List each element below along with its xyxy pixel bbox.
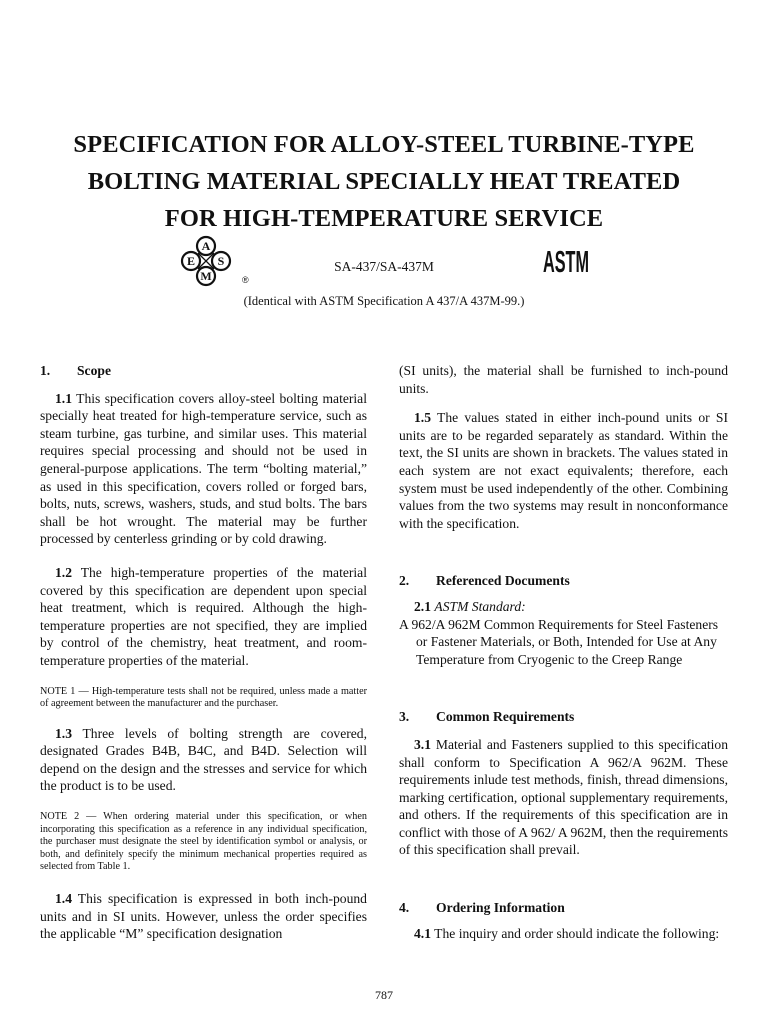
paragraph-number: 1.3 [55,725,72,741]
section-heading-ordering-information [399,899,728,917]
paragraph-1-4 [40,890,367,943]
paragraph-1-3 [40,725,367,795]
paragraph-number: 2.1 [414,598,431,614]
asme-logo [176,236,258,286]
paragraph-number: 3.1 [414,736,431,752]
section-title: Scope [77,363,111,378]
paragraph-text: This specification is expressed in both inch-pound units and in SI units. However, unless the order specifies the applicable “M” specification designation [40,891,367,942]
paragraph-text: Three levels of bolting strength are covered, designated Grades B4B, B4C, and B4D. Selection will depend on the design and the stresses and service for which the product is to be used. [40,725,367,794]
designation: SA-437/SA-437M [334,259,434,274]
left-column [40,362,367,943]
section-title: Ordering Information [436,900,565,916]
page-number: 787 [375,988,393,1002]
section-heading-scope [40,362,367,380]
paragraph-label: ASTM Standard: [434,598,526,614]
right-column [399,362,728,942]
astm-logo-text: ASTM [543,244,589,280]
section-number: 3. [399,709,410,725]
section-heading-common-requirements [399,708,728,726]
paragraph-text: The inquiry and order should indicate the following: [434,925,720,941]
section-number: 4. [399,900,410,916]
paragraph-3-1 [399,736,728,859]
astm-logo [540,236,592,286]
title-line: SPECIFICATION FOR ALLOY-STEEL TURBINE-TYPE [73,131,695,158]
section-title: Common Requirements [436,709,575,725]
paragraph-1-4-continued: (SI units), the material shall be furnished to inch-pound units. [399,363,728,396]
paragraph-text: The values stated in either inch-pound units or SI units are to be regarded separately as standard. Within the text, the SI units are shown in brackets. The values stated in each system are not exact equivalents; therefore, each system must be used independently of the other. Combining values from the two systems may result in nonconformance with the specification. [399,410,729,531]
paragraph-number: 1.2 [55,564,72,580]
paragraph-1-5 [399,409,728,532]
title-line: FOR HIGH-TEMPERATURE SERVICE [164,205,604,232]
note-1: NOTE 1 — High-temperature tests shall not be required, unless made a matter of agreement between the manufacturer and the purchaser. [40,685,367,710]
paragraph-number: 1.4 [55,891,72,907]
asme-letter: A [201,239,211,253]
section-heading-referenced-documents [399,572,728,590]
paragraph-number: 4.1 [414,925,431,941]
paragraph-2-1 [399,598,728,616]
title-line: BOLTING MATERIAL SPECIALLY HEAT TREATED [87,168,681,195]
registered-mark: ® [242,275,249,285]
paragraph-1-2 [40,564,367,670]
reference-a962: A 962/A 962M Common Requirements for Steel Fasteners or Fastener Materials, or Both, Intended for Use at Any Temperature from Cryogenic to the Creep Range [399,616,719,667]
paragraph-4-1 [399,925,728,943]
section-number: 1. [40,363,51,378]
paragraph-text: The high-temperature properties of the material covered by this specification are dependent upon special heat treatment, which is required. Although the high-temperature properties are not specified, they are implied by control of the chemistry, heat treatment, and room-temperature properties of the material. [40,564,367,668]
paragraph-text: Material and Fasteners supplied to this specification shall conform to Specification A 962/A 962M. These requirements inlude test methods, finish, thread dimensions, marking certification, optional supplementary requirements, and others. If the requirements of this specification are in conflict with those of A 962/ A 962M, then the requirements of this specification shall prevail. [399,736,728,858]
asme-letter: M [200,269,212,283]
paragraph-text: This specification covers alloy-steel bolting material specially heat treated for high-temperature service, such as steam turbine, gas turbine, and similar uses. This material requires special processing and should not be used in general-purpose applications. The term “bolting material,” as used in this specification, covers rolled or forged bars, bolts, nuts, screws, washers, studs, and stud bolts. The bars shall be hot wrought. The material may be further processed by centerless grinding or by cold drawing. [40,390,367,547]
asme-letter: S [217,254,225,268]
paragraph-1-1 [40,390,367,548]
section-number: 2. [399,573,410,589]
asme-letter: E [186,254,196,268]
paragraph-number: 1.5 [414,410,431,426]
section-title: Referenced Documents [436,573,570,589]
note-2: NOTE 2 — When ordering material under this specification, or when incorporating this specification as a reference in any individual specification, the purchaser must designate the steel by identification symbol or analysis, or both, and definitely specify the minimum mechanical properties required as selected from Table 1. [40,811,367,873]
document-title [30,126,738,237]
identical-note: (Identical with ASTM Specification A 437/A 437M-99.) [243,294,525,308]
paragraph-number: 1.1 [55,390,72,406]
